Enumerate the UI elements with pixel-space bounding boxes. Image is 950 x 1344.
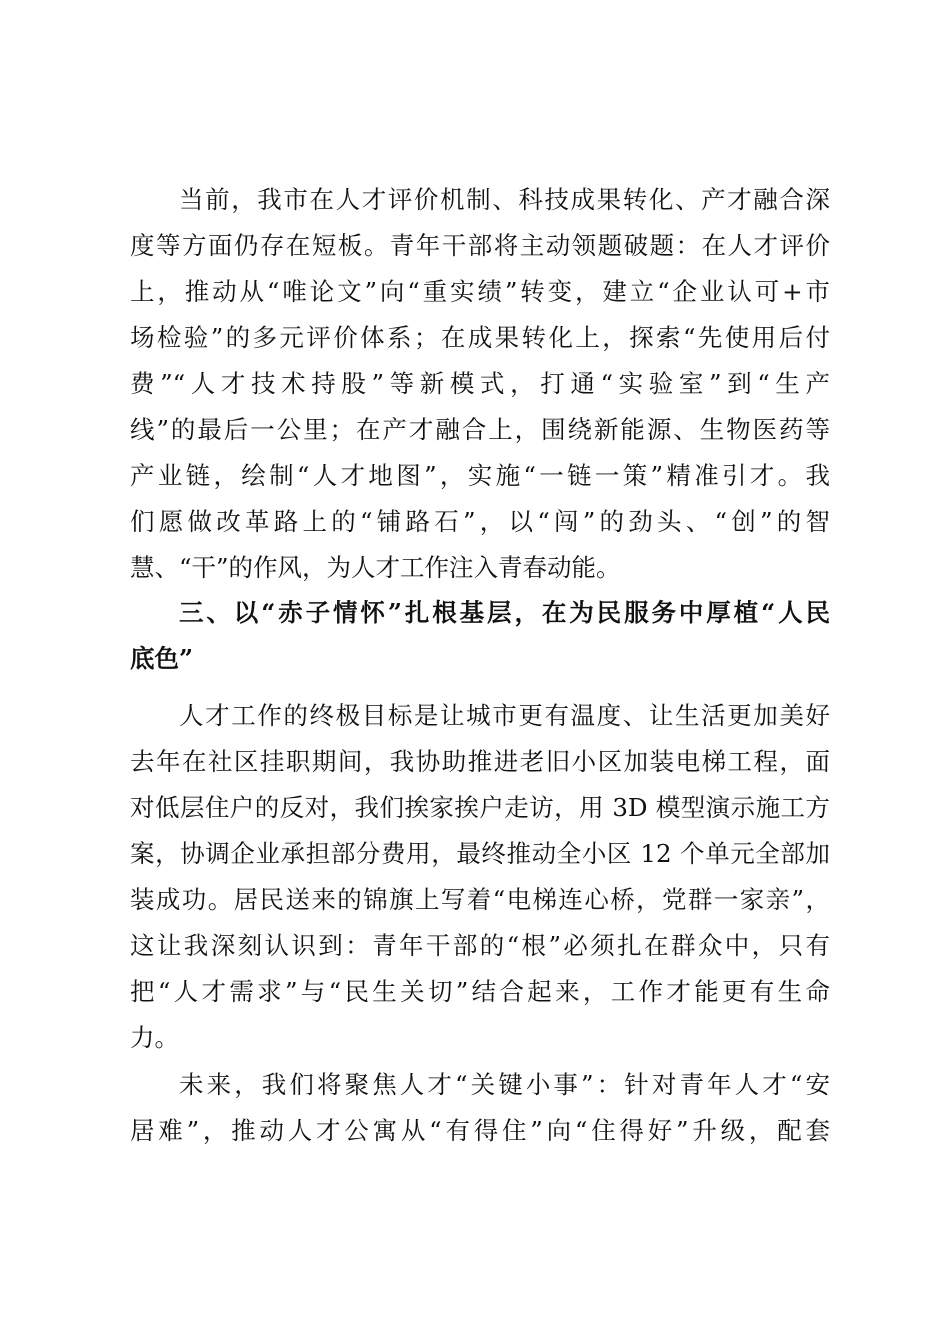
- paragraph-line: 上，推动从“唯论文”向“重实绩”转变，建立“企业认可+市: [130, 277, 830, 306]
- heading-line: 三、以“赤子情怀”扎根基层，在为民服务中厚植“人民: [179, 598, 830, 627]
- paragraph-line: 这让我深刻认识到：青年干部的“根”必须扎在群众中，只有: [130, 931, 830, 960]
- paragraph-line: 当前，我市在人才评价机制、科技成果转化、产才融合深: [179, 185, 830, 214]
- paragraph-community-service: [130, 693, 830, 1061]
- paragraph-line: 案，协调企业承担部分费用，最终推动全小区 12 个单元全部加: [130, 839, 830, 868]
- paragraph-line: 去年在社区挂职期间，我协助推进老旧小区加装电梯工程，面: [130, 747, 830, 776]
- paragraph-line: 力。: [130, 1023, 179, 1052]
- paragraph-line: 费”“人才技术持股”等新模式，打通“实验室”到“生产: [130, 369, 830, 398]
- paragraph-future-plans: [130, 1062, 830, 1154]
- paragraph-line: 居难”，推动人才公寓从“有得住”向“住得好”升级，配套: [130, 1116, 830, 1145]
- section-heading-three: [130, 590, 830, 682]
- paragraph-line: 装成功。居民送来的锦旗上写着“电梯连心桥，党群一家亲”，: [130, 885, 830, 914]
- paragraph-line: 对低层住户的反对，我们挨家挨户走访，用 3D 模型演示施工方: [130, 793, 830, 822]
- paragraph-line: 产业链，绘制“人才地图”，实施“一链一策”精准引才。我: [130, 461, 830, 490]
- paragraph-line: 人才工作的终极目标是让城市更有温度、让生活更加美好: [179, 701, 830, 730]
- paragraph-line: 慧、“干”的作风，为人才工作注入青春动能。: [130, 553, 621, 582]
- paragraph-talent-reform: [130, 177, 830, 591]
- heading-line: 底色”: [130, 644, 194, 673]
- paragraph-line: 线”的最后一公里；在产才融合上，围绕新能源、生物医药等: [130, 415, 830, 444]
- paragraph-line: 们愿做改革路上的“铺路石”，以“闯”的劲头、“创”的智: [130, 507, 830, 536]
- paragraph-line: 场检验”的多元评价体系；在成果转化上，探索“先使用后付: [130, 323, 830, 352]
- paragraph-line: 把“人才需求”与“民生关切”结合起来，工作才能更有生命: [130, 977, 830, 1006]
- paragraph-line: 未来，我们将聚焦人才“关键小事”：针对青年人才“安: [179, 1070, 830, 1099]
- paragraph-line: 度等方面仍存在短板。青年干部将主动领题破题：在人才评价: [130, 231, 830, 260]
